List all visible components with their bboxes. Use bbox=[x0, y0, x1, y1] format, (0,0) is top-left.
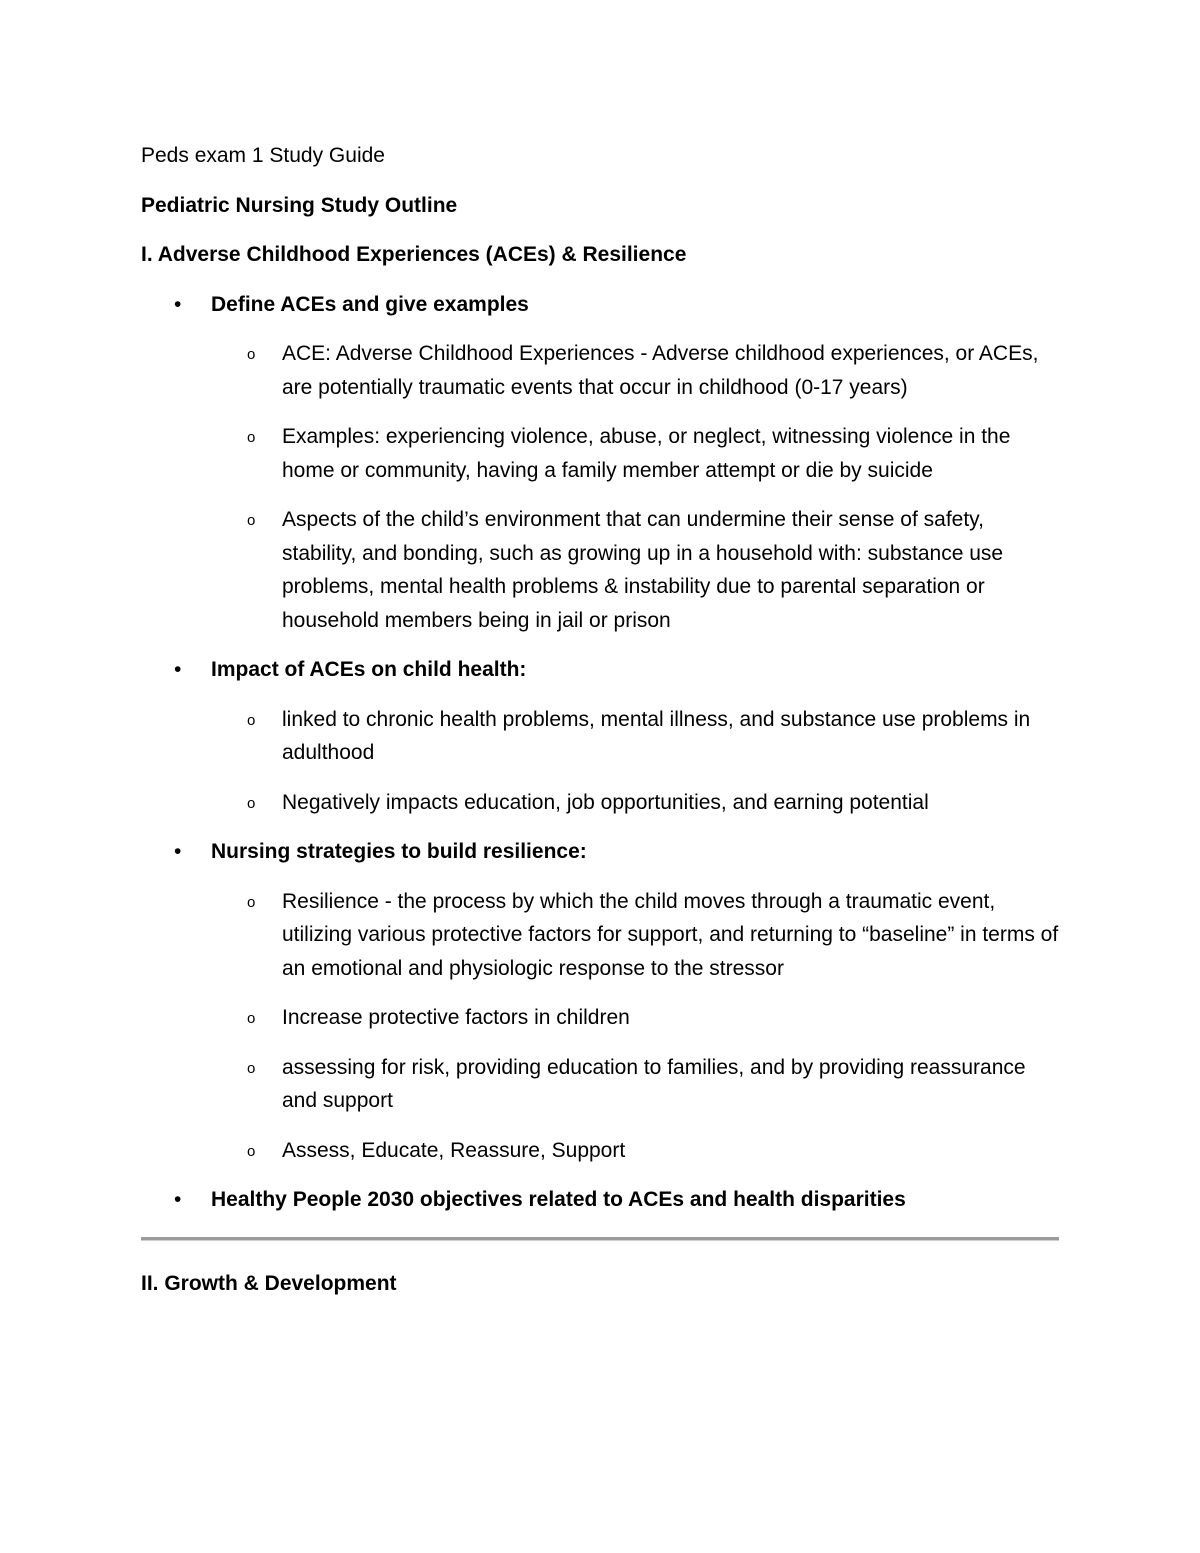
sub-item-text: Increase protective factors in children bbox=[282, 1006, 630, 1029]
sub-item bbox=[141, 1001, 1059, 1035]
sub-bullet-marker: o bbox=[247, 711, 256, 729]
sub-item bbox=[141, 786, 1059, 820]
bullet-healthy-people-2030 bbox=[141, 1183, 1059, 1217]
outline-title: Pediatric Nursing Study Outline bbox=[141, 193, 458, 217]
sub-item-text: Negatively impacts education, job opportunities, and earning potential bbox=[282, 790, 929, 814]
sub-item bbox=[141, 1051, 1059, 1118]
sub-bullet-marker: o bbox=[247, 893, 256, 911]
sub-item bbox=[141, 420, 1059, 487]
sub-item-text: assessing for risk, providing education to families, and by providing reassurance and support bbox=[282, 1055, 1026, 1112]
sub-item bbox=[141, 503, 1059, 637]
section-2-heading: II. Growth & Development bbox=[141, 1271, 397, 1295]
bullet-impact-of-aces bbox=[141, 653, 1059, 687]
sub-item bbox=[141, 703, 1059, 770]
sub-bullet-marker: o bbox=[247, 512, 256, 529]
bullet-label: Define ACEs and give examples bbox=[211, 292, 529, 316]
sub-item-text: Examples: experiencing violence, abuse, or neglect, witnessing violence in the home or community, having a family member attempt or die by suicide bbox=[282, 425, 1011, 482]
sub-bullet-marker: o bbox=[247, 1059, 256, 1077]
sub-item bbox=[141, 1134, 1059, 1168]
sub-item-text: Resilience - the process by which the child moves through a traumatic event, utilizing various protective factors for support, and returning to “baseline” in terms of an emotional and physiologic response to the stressor bbox=[282, 889, 1059, 980]
horizontal-rule bbox=[141, 1237, 1059, 1241]
bullet-label: Healthy People 2030 objectives related to ACEs and health disparities bbox=[211, 1188, 906, 1211]
sub-bullet-marker: o bbox=[247, 346, 256, 363]
sub-item bbox=[141, 337, 1059, 404]
bullet-marker: • bbox=[174, 292, 182, 316]
sub-item-text: Aspects of the child’s environment that can undermine their sense of safety, stability, and bonding, such as growing up in a household with: substance use problems, mental health problems & instability due to parental separation or household members being in jail or prison bbox=[282, 508, 1004, 632]
sub-bullet-marker: o bbox=[247, 794, 256, 812]
bullet-marker: • bbox=[174, 1188, 182, 1211]
document-body bbox=[141, 139, 1059, 1316]
sub-bullet-marker: o bbox=[247, 1142, 256, 1160]
sub-item-text: Assess, Educate, Reassure, Support bbox=[282, 1138, 626, 1162]
section-1-heading: I. Adverse Childhood Experiences (ACEs) & Resilience bbox=[141, 243, 687, 266]
bullet-label: Impact of ACEs on child health: bbox=[211, 658, 527, 681]
sub-item-text: linked to chronic health problems, mental illness, and substance use problems in adulthood bbox=[282, 707, 1031, 764]
bullet-marker: • bbox=[174, 658, 182, 681]
document-title: Peds exam 1 Study Guide bbox=[141, 144, 385, 167]
sub-bullet-marker: o bbox=[247, 1010, 256, 1027]
bullet-nursing-strategies bbox=[141, 835, 1059, 869]
sub-item bbox=[141, 885, 1059, 986]
bullet-label: Nursing strategies to build resilience: bbox=[211, 840, 587, 863]
bullet-marker: • bbox=[174, 840, 182, 863]
sub-item-text: ACE: Adverse Childhood Experiences - Adverse childhood experiences, or ACEs, are potentially traumatic events that occur in childhood (0-17 years) bbox=[282, 342, 1039, 399]
sub-bullet-marker: o bbox=[247, 429, 256, 446]
bullet-define-aces bbox=[141, 288, 1059, 322]
